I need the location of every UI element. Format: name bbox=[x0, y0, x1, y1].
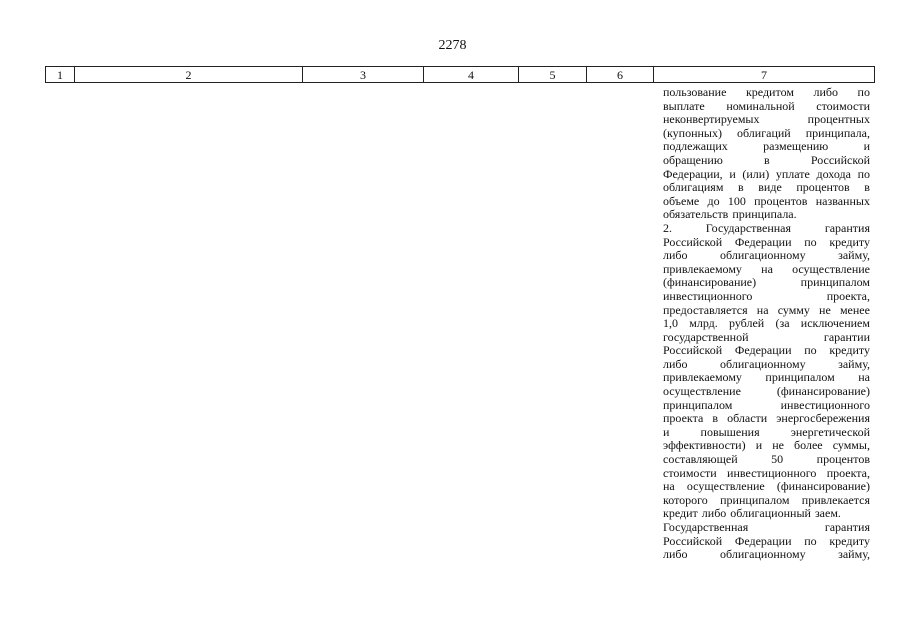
text-line bbox=[663, 507, 870, 521]
text-word: дохода bbox=[816, 166, 851, 181]
text-line bbox=[663, 385, 870, 399]
text-word: по bbox=[804, 234, 817, 249]
text-word: кредитом bbox=[745, 85, 794, 99]
text-line bbox=[663, 236, 870, 250]
text-word: проекта, bbox=[826, 288, 870, 303]
text-word: номинальной bbox=[726, 98, 795, 113]
text-line bbox=[663, 412, 870, 426]
text-word: обязательств bbox=[663, 207, 729, 222]
text-word: которого bbox=[663, 492, 708, 507]
text-word: Государственная bbox=[663, 520, 749, 534]
text-word: 1,0 bbox=[663, 316, 678, 331]
text-word: займу, bbox=[838, 547, 870, 562]
text-word: рублей bbox=[729, 316, 765, 331]
text-word: на bbox=[761, 261, 773, 276]
text-word: принципала, bbox=[805, 125, 870, 140]
text-word: Российской bbox=[663, 533, 723, 548]
text-word: либо bbox=[663, 356, 688, 371]
text-line bbox=[663, 331, 870, 345]
text-line bbox=[663, 304, 870, 318]
column-number-cell: 5 bbox=[519, 67, 587, 83]
text-word: процентов bbox=[816, 452, 870, 467]
text-word: облигаций bbox=[736, 125, 791, 140]
text-line bbox=[663, 195, 870, 209]
text-line bbox=[663, 86, 870, 100]
text-word: кредиту bbox=[829, 343, 870, 358]
text-word: исключением bbox=[800, 316, 870, 331]
text-line bbox=[663, 344, 870, 358]
text-line bbox=[663, 317, 870, 331]
text-word: неконвертируемых bbox=[663, 112, 760, 127]
text-word: более bbox=[794, 438, 823, 453]
text-word: (купонных) bbox=[663, 125, 722, 140]
text-line bbox=[663, 263, 870, 277]
text-word: кредит bbox=[663, 506, 698, 521]
text-word: процентных bbox=[807, 112, 870, 127]
text-word: не bbox=[819, 302, 831, 317]
text-word: пользование bbox=[663, 85, 727, 99]
column-7-text bbox=[663, 86, 870, 562]
text-word: Государственная bbox=[705, 220, 792, 235]
text-word: менее bbox=[839, 302, 870, 317]
text-word: эффективности) bbox=[663, 438, 746, 453]
column-number-cell: 7 bbox=[654, 67, 875, 83]
text-word: повышения bbox=[700, 424, 760, 439]
text-word: виде bbox=[758, 180, 782, 195]
text-word: проекта bbox=[663, 411, 704, 426]
page-number: 2278 bbox=[438, 38, 467, 53]
text-word: (финансирование) bbox=[776, 384, 870, 399]
text-word: млрд. bbox=[689, 316, 718, 331]
text-word: облигационному bbox=[720, 248, 806, 263]
text-word: принципала. bbox=[732, 207, 797, 222]
text-word: облигационному bbox=[720, 356, 806, 371]
text-word: (или) bbox=[742, 166, 770, 181]
text-word: гарантия bbox=[824, 520, 870, 534]
text-word: Федерации bbox=[734, 343, 792, 358]
text-word: процентов bbox=[796, 180, 850, 195]
text-word: 50 bbox=[771, 452, 784, 467]
text-line bbox=[663, 140, 870, 154]
text-word: стоимости bbox=[663, 465, 717, 480]
text-word: подлежащих bbox=[663, 139, 728, 154]
text-word: в bbox=[764, 152, 770, 167]
text-word: и bbox=[663, 424, 670, 439]
text-word: (финансирование) bbox=[663, 275, 757, 290]
text-word: (финансирование) bbox=[776, 479, 870, 494]
text-word: привлекаемому bbox=[663, 370, 742, 385]
text-word: по bbox=[857, 85, 870, 99]
text-word: инвестиционного bbox=[727, 465, 817, 480]
text-word: либо bbox=[813, 85, 838, 99]
text-word: предоставляется bbox=[663, 302, 748, 317]
text-line bbox=[663, 494, 870, 508]
text-word: энергетической bbox=[790, 424, 870, 439]
text-word: выплате bbox=[663, 98, 705, 113]
text-line bbox=[663, 439, 870, 453]
text-word: осуществление bbox=[686, 479, 765, 494]
text-line bbox=[663, 222, 870, 236]
text-word: проекта, bbox=[826, 465, 870, 480]
text-word: объеме bbox=[663, 193, 700, 208]
text-word: кредиту bbox=[829, 533, 870, 548]
text-word: 100 bbox=[727, 193, 746, 208]
column-number-cell: 4 bbox=[424, 67, 519, 83]
column-number-cell: 2 bbox=[75, 67, 303, 83]
text-word: стоимости bbox=[816, 98, 870, 113]
text-line bbox=[663, 249, 870, 263]
text-word: либо bbox=[701, 506, 727, 521]
text-word: гарантия bbox=[824, 220, 870, 235]
text-word: гарантии bbox=[823, 329, 870, 344]
text-line bbox=[663, 399, 870, 413]
text-line bbox=[663, 113, 870, 127]
text-word: в bbox=[738, 180, 744, 195]
text-line bbox=[663, 127, 870, 141]
text-word: инвестиционного bbox=[663, 288, 753, 303]
text-word: составляющей bbox=[663, 452, 738, 467]
text-word: кредиту bbox=[829, 234, 870, 249]
text-word: названных bbox=[815, 193, 870, 208]
text-word: либо bbox=[663, 248, 688, 263]
text-line bbox=[663, 467, 870, 481]
text-word: осуществление bbox=[792, 261, 870, 276]
text-word: Российской bbox=[663, 234, 723, 249]
column-number-cell: 1 bbox=[46, 67, 75, 83]
text-line bbox=[663, 276, 870, 290]
text-line bbox=[663, 480, 870, 494]
text-word: займу, bbox=[838, 248, 870, 263]
text-line bbox=[663, 535, 870, 549]
text-line bbox=[663, 154, 870, 168]
column-number-row bbox=[46, 67, 875, 83]
text-word: Федерации bbox=[734, 533, 792, 548]
text-word: облигационному bbox=[720, 547, 806, 562]
text-word: сумму bbox=[777, 302, 810, 317]
text-word: (за bbox=[775, 316, 790, 331]
text-word: либо bbox=[663, 547, 688, 562]
text-word: облигационный bbox=[730, 506, 811, 521]
text-word: не bbox=[772, 438, 784, 453]
text-word: займу, bbox=[838, 356, 870, 371]
text-word: принципалом bbox=[720, 492, 790, 507]
text-word: 2. bbox=[663, 220, 672, 235]
text-word: и bbox=[863, 139, 870, 154]
text-word: на bbox=[858, 370, 870, 385]
text-line bbox=[663, 290, 870, 304]
text-line bbox=[663, 358, 870, 372]
text-word: облигациям bbox=[663, 180, 724, 195]
text-word: Российской bbox=[663, 343, 723, 358]
text-word: в bbox=[864, 180, 870, 195]
text-line bbox=[663, 208, 870, 222]
text-word: по bbox=[804, 343, 817, 358]
text-word: на bbox=[756, 302, 769, 317]
column-number-cell: 3 bbox=[303, 67, 424, 83]
text-word: осуществление bbox=[663, 384, 741, 399]
text-line bbox=[663, 453, 870, 467]
text-word: процентов bbox=[754, 193, 808, 208]
text-line bbox=[663, 168, 870, 182]
text-word: по bbox=[857, 166, 870, 181]
text-word: уплате bbox=[775, 166, 810, 181]
text-word: государственной bbox=[663, 329, 749, 344]
text-line bbox=[663, 181, 870, 195]
text-word: Федерации, bbox=[663, 166, 723, 181]
text-word: привлекаемому bbox=[663, 261, 742, 276]
column-number-table bbox=[45, 66, 875, 83]
text-word: области bbox=[727, 411, 768, 426]
column-number-cell: 6 bbox=[587, 67, 654, 83]
text-word: заем. bbox=[814, 506, 841, 521]
text-word: суммы, bbox=[832, 438, 870, 453]
text-word: привлекается bbox=[801, 492, 870, 507]
text-line bbox=[663, 100, 870, 114]
text-word: Российской bbox=[810, 152, 870, 167]
text-word: в bbox=[712, 411, 719, 426]
text-word: принципалом bbox=[765, 370, 835, 385]
text-word: энергосбережения bbox=[776, 411, 870, 426]
text-word: до bbox=[707, 193, 720, 208]
text-word: принципалом bbox=[800, 275, 870, 290]
text-word: Федерации bbox=[734, 234, 792, 249]
text-line bbox=[663, 521, 870, 535]
text-word: размещению bbox=[763, 139, 829, 154]
text-word: на bbox=[663, 479, 675, 494]
text-word: по bbox=[804, 533, 817, 548]
text-word: инвестиционного bbox=[780, 397, 870, 412]
text-word: и bbox=[755, 438, 763, 453]
text-word: обращению bbox=[663, 152, 723, 167]
text-word: принципалом bbox=[663, 397, 733, 412]
text-line bbox=[663, 548, 870, 562]
text-word: и bbox=[729, 166, 736, 181]
text-line bbox=[663, 426, 870, 440]
text-line bbox=[663, 371, 870, 385]
